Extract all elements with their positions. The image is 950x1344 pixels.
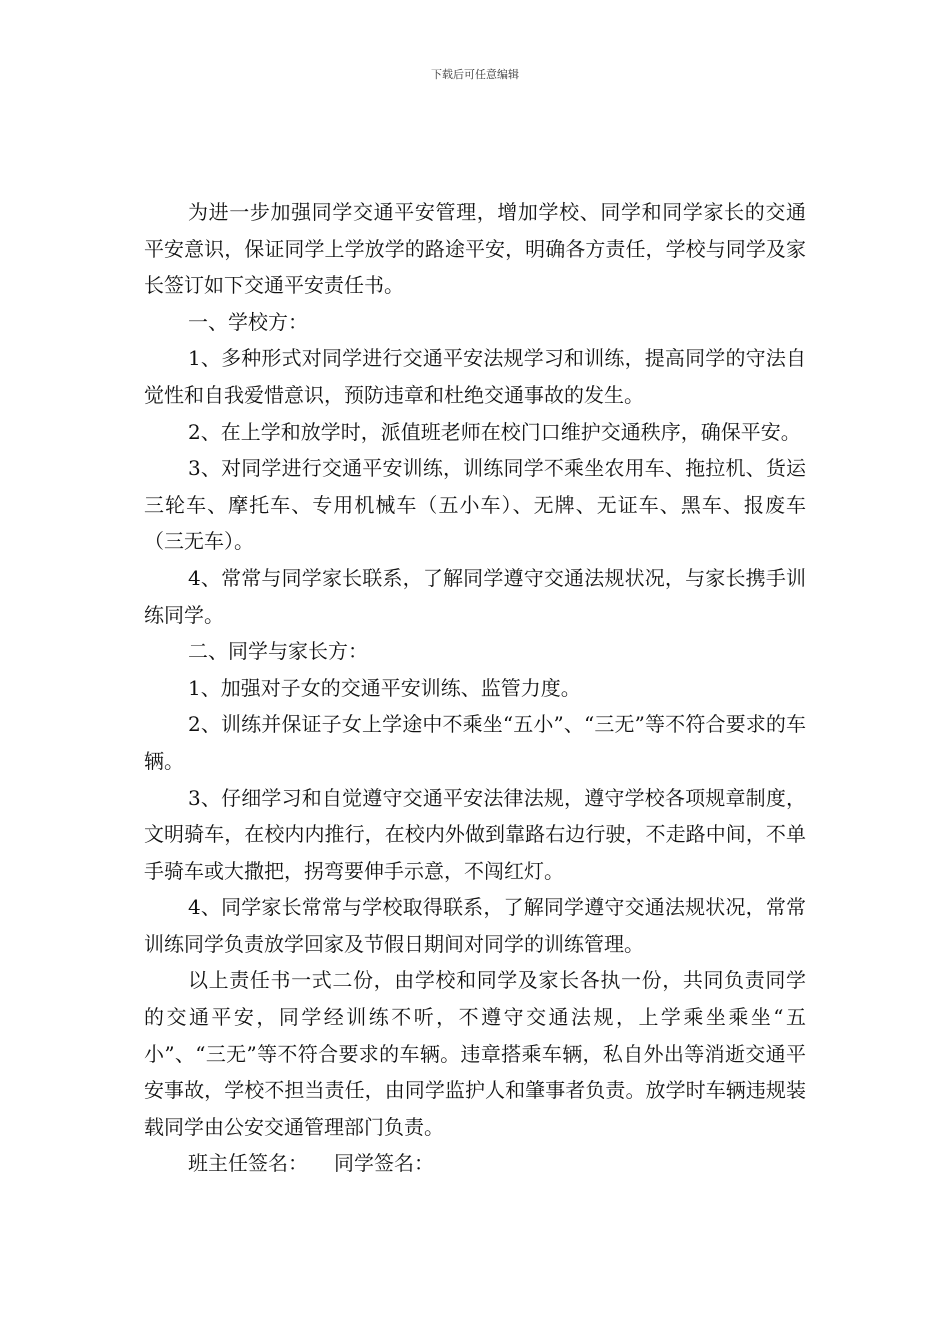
parent-clause-2: 2、训练并保证子女上学途中不乘坐“五小”、“三无”等不符合要求的车辆。 — [144, 712, 806, 773]
document-body — [144, 194, 806, 1182]
parent-clause-3: 3、仔细学习和自觉遵守交通平安法律法规，遵守学校各项规章制度，文明骑车，在校内内推行，在校内外做到靠路右边行驶，不走路中间，不单手骑车或大撒把，拐弯要伸手示意，不闯红灯。 — [144, 785, 806, 883]
student-signature-label: 同学签名： — [334, 1151, 434, 1176]
teacher-signature-label: 班主任签名： — [188, 1151, 308, 1176]
intro-paragraph: 为进一步加强同学交通平安管理，增加学校、同学和同学家长的交通平安意识，保证同学上学放学的路途平安，明确各方责任，学校与同学及家长签订如下交通平安责任书。 — [144, 200, 806, 298]
closing-paragraph: 以上责任书一式二份，由学校和同学及家长各执一份，共同负责同学的交通平安，同学经训练不听，不遵守交通法规，上学乘坐乘坐“五小”、“三无”等不符合要求的车辆。违章搭乘车辆，私自外出等消逝交通平安事故，学校不担当责任，由同学监护人和肇事者负责。放学时车辆违规装载同学由公安交通管理部门负责。 — [144, 968, 806, 1139]
school-clause-4: 4、常常与同学家长联系，了解同学遵守交通法规状况，与家长携手训练同学。 — [144, 565, 806, 627]
school-clause-3: 3、对同学进行交通平安训练，训练同学不乘坐农用车、拖拉机、货运三轮车、摩托车、专用机械车（五小车）、无牌、无证车、黑车、报废车（三无车）。 — [144, 456, 806, 554]
section-heading-parents: 二、同学与家长方： — [188, 639, 368, 664]
page-header-note: 下载后可任意编辑 — [431, 68, 519, 81]
school-clause-1: 1、多种形式对同学进行交通平安法规学习和训练，提高同学的守法自觉性和自我爱惜意识，预防违章和杜绝交通事故的发生。 — [144, 346, 806, 407]
parent-clause-4: 4、同学家长常常与学校取得联系，了解同学遵守交通法规状况，常常训练同学负责放学回家及节假日期间对同学的训练管理。 — [144, 895, 806, 956]
school-clause-2: 2、在上学和放学时，派值班老师在校门口维护交通秩序，确保平安。 — [188, 419, 801, 444]
section-heading-school: 一、学校方： — [188, 309, 308, 334]
signature-line — [144, 1145, 806, 1182]
parent-clause-1: 1、加强对子女的交通平安训练、监管力度。 — [188, 675, 581, 700]
